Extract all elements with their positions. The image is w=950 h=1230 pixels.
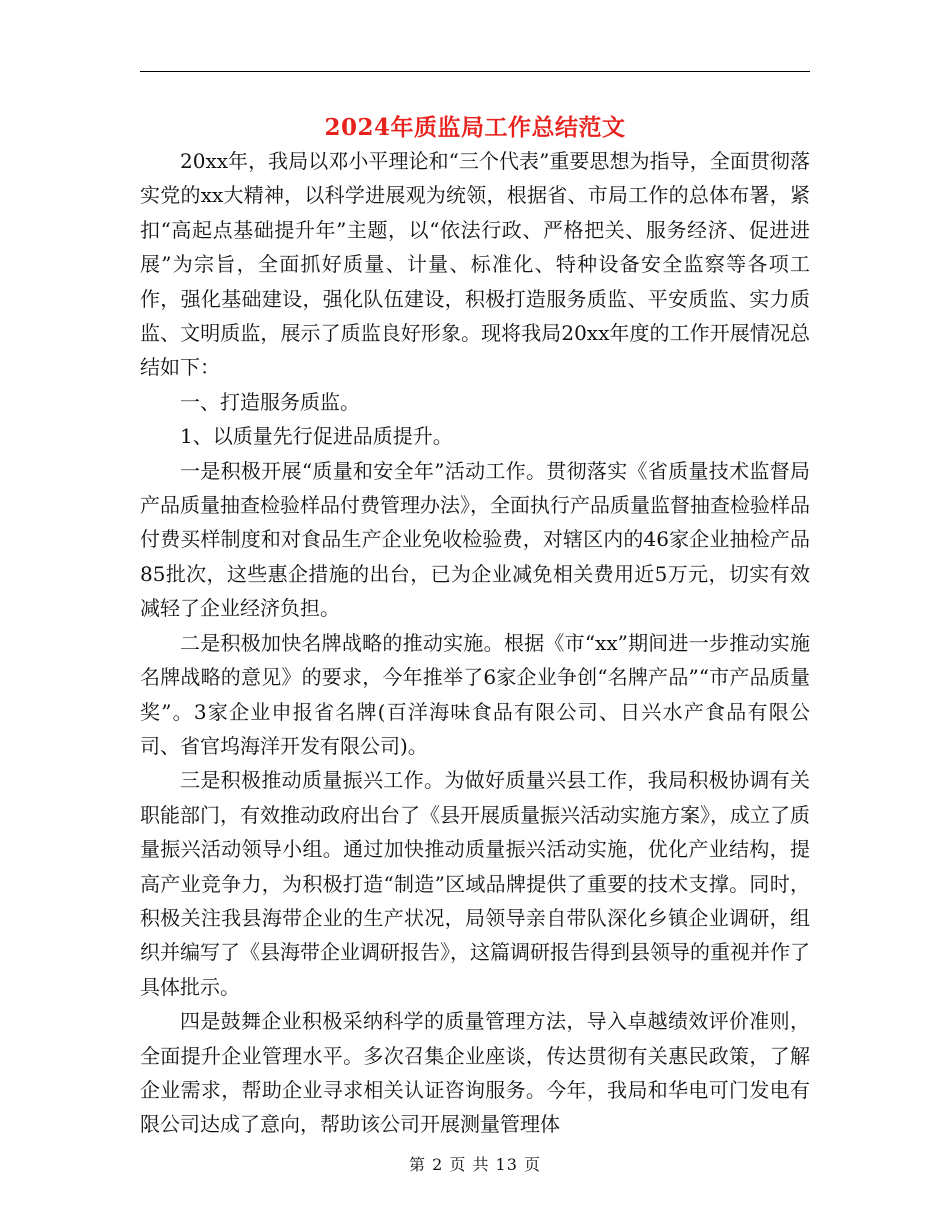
- paragraph-intro: 20xx年，我局以邓小平理论和“三个代表”重要思想为指导，全面贯彻落实党的xx大精神，以科学进展观为统领，根据省、市局工作的总体布署，紧扣“高起点基础提升年”主题，以“依法行政、严格把关、服务经济、促进进展”为宗旨，全面抓好质量、计量、标准化、特种设备安全监察等各项工作，强化基础建设，强化队伍建设，积极打造服务质监、平安质监、实力质监、文明质监，展示了质监良好形象。现将我局20xx年度的工作开展情况总结如下：: [140, 149, 810, 380]
- header-rule: [140, 71, 810, 72]
- paragraph-item-4: 四是鼓舞企业积极采纳科学的质量管理方法，导入卓越绩效评价准则，全面提升企业管理水平。多次召集企业座谈，传达贯彻有关惠民政策，了解企业需求，帮助企业寻求相关认证咨询服务。今年，我局和华电可门发电有限公司达成了意向，帮助该公司开展测量管理体: [140, 1009, 810, 1137]
- section-heading-1: 一、打造服务质监。: [180, 389, 360, 414]
- document-title: 2024年质监局工作总结范文: [324, 114, 626, 141]
- paragraph-item-2: 二是积极加快名牌战略的推动实施。根据《市“xx”期间进一步推动实施名牌战略的意见》的要求，今年推举了6家企业争创“名牌产品”“市产品质量奖”。3家企业申报省名牌(百洋海味食品有限公司、日兴水产食品有限公司、省官坞海洋开发有限公司)。: [140, 630, 810, 758]
- subsection-heading-1: 1、以质量先行促进品质提升。: [180, 424, 453, 449]
- paragraph-item-3: 三是积极推动质量振兴工作。为做好质量兴县工作，我局积极协调有关职能部门，有效推动政府出台了《县开展质量振兴活动实施方案》，成立了质量振兴活动领导小组。通过加快推动质量振兴活动实施，优化产业结构，提高产业竞争力，为积极打造“制造”区域品牌提供了重要的技术支撑。同时，积极关注我县海带企业的生产状况，局领导亲自带队深化乡镇企业调研，组织并编写了《县海带企业调研报告》，这篇调研报告得到县领导的重视并作了具体批示。: [140, 768, 810, 999]
- paragraph-item-1: 一是积极开展“质量和安全年”活动工作。贯彻落实《省质量技术监督局产品质量抽查检验样品付费管理办法》，全面执行产品质量监督抽查检验样品付费买样制度和对食品生产企业免收检验费，对辖区内的46家企业抽检产品85批次，这些惠企措施的出台，已为企业减免相关费用近5万元，切实有效减轻了企业经济负担。: [140, 458, 810, 621]
- document-body: [140, 144, 810, 1142]
- page-footer: 第 2 页 共 13 页: [409, 1155, 541, 1174]
